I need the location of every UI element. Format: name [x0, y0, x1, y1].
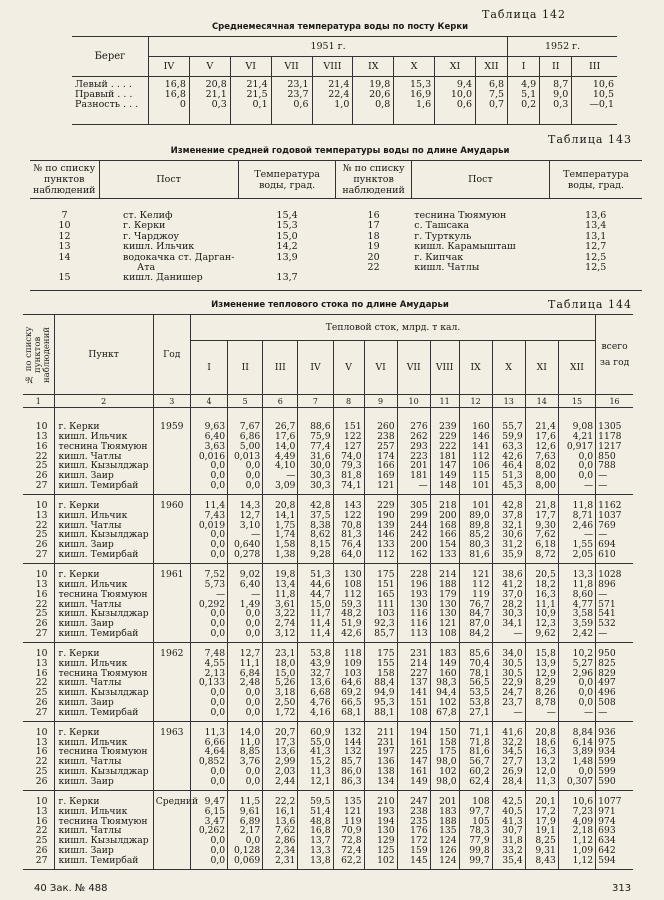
t143-right-num-col: [336, 199, 411, 291]
t143-temp-header-2: Температура воды, град.: [549, 161, 642, 199]
t144-cell: 38,6 41,2 37,0 28,2 30,3 34,1 —: [492, 563, 525, 642]
t143-temp: 13,6: [585, 210, 607, 221]
t144-cell: 10 13 22 25 26 27: [23, 494, 54, 563]
t143-left-num-col: [30, 199, 99, 291]
t144-cell: 20,5 18,2 16,3 11,1 10,9 12,3 9,62: [525, 563, 558, 642]
temperature-cell: [435, 77, 476, 125]
bank-names: [72, 77, 149, 125]
t144-cell: 42,8 37,8 32,1 30,6 31,2 35,9: [492, 494, 525, 563]
t143-temp-header: Температура воды, град.: [238, 161, 336, 199]
month-header: VI: [230, 57, 271, 77]
t143-temp: 13,4: [585, 220, 607, 232]
t144-cell: 7,48 4,55 2,13 0,133 0,0 0,0 0,0: [190, 642, 227, 721]
t144-cell: 10,6 7,23 4,09 2,18 1,12 1,09 1,12: [558, 790, 595, 869]
t144-cell: г. Керки кишл. Ильчик теснина Тюямуюн кишл. Чатлы кишл. Кызылджар кишл. Заир кишл. Темирбай: [54, 408, 153, 495]
t144-cell: 9,02 6,40 — 1,49 0,0 0,0 0,0: [228, 563, 263, 642]
t143-post: теснина Тюямуюн: [414, 210, 507, 221]
t144-month-header: III: [263, 341, 298, 395]
t144-cell: 88,6 75,9 77,4 31,6 30,0 30,3 30,3: [298, 408, 333, 495]
t144-cell: 276 262 293 223 201 181 —: [397, 408, 430, 495]
t144-cell: 194 161 225 147 161 149: [397, 721, 430, 790]
t144-cell: 1962: [153, 642, 190, 721]
t144-cell: 231 214 227 137 141 151 108: [397, 642, 430, 721]
t144-cell: 1963: [153, 721, 190, 790]
t143-num: 19: [367, 241, 380, 253]
t144-cell: г. Керки кишл. Ильчик теснина Тюямуюн кишл. Чатлы кишл. Кызылджар кишл. Заир кишл. Темирбай: [54, 563, 153, 642]
t144-month-header: X: [492, 341, 525, 395]
t143-post: водокачка ст. Дарган-: [123, 251, 235, 263]
t144-cell: 175 151 165 111 103 92,3 85,7: [364, 563, 397, 642]
temperature-value: 20,6: [369, 89, 391, 100]
temperature-value: 9,0: [553, 89, 569, 100]
t144-cell: 19,8 13,4 11,8 3,61 3,22 2,74 3,12: [263, 563, 298, 642]
t144-cell: 183 149 160 98,3 94,4 102 67,8: [430, 642, 459, 721]
t144-cell: 10 13 16 22 25 26 27: [23, 408, 54, 495]
t144-month-header: I: [190, 341, 227, 395]
t144-cell: 53,8 43,9 32,7 13,6 6,68 4,76 4,16: [298, 642, 333, 721]
t144-column-number: 10: [397, 395, 430, 408]
month-header: I: [508, 57, 540, 77]
month-header: X: [394, 57, 435, 77]
table-144-title: Изменение теплового стока по длине Амударьи: [211, 300, 449, 310]
month-header: XI: [435, 57, 476, 77]
table-143-title: Изменение средней годовой температуры воды по длине Амударьи: [170, 146, 510, 156]
t144-column-number: 16: [596, 395, 633, 408]
t144-cell: 143 122 70,8 81,3 76,4 64,0: [333, 494, 364, 563]
t144-cell: 34,0 30,5 30,5 22,9 24,7 23,7 —: [492, 642, 525, 721]
month-header: XII: [476, 57, 508, 77]
t143-num: 10: [58, 220, 71, 232]
table-142-caption: Таблица 142: [482, 8, 566, 21]
temperature-value: 0,1: [252, 99, 268, 110]
t144-year-group: [23, 642, 633, 721]
month-header: III: [572, 57, 617, 77]
temperature-cell: [353, 77, 394, 125]
t144-column-number: 3: [153, 395, 190, 408]
temperature-value: 0: [179, 99, 186, 110]
t144-cell: 1961: [153, 563, 190, 642]
month-header: VIII: [312, 57, 353, 77]
t144-cell: 121 112 119 76,7 84,7 87,0 84,2: [459, 563, 492, 642]
month-header: IX: [353, 57, 394, 77]
temperature-value: 7,5: [488, 89, 505, 100]
t144-cell: 14,0 11,0 8,85 3,76 0,0 0,0: [228, 721, 263, 790]
table-143: [30, 160, 642, 291]
temperature-value: 9,4: [456, 79, 472, 90]
t144-cell: 59,5 51,4 48,8 16,8 13,7 13,3 13,8: [298, 790, 333, 869]
temperature-value: 21,4: [328, 79, 350, 90]
table-144: [23, 314, 633, 870]
temperature-value: 16,8: [164, 79, 186, 90]
t143-num: 14: [58, 251, 71, 263]
t144-column-number: 6: [263, 395, 298, 408]
t144-month-header: VIII: [430, 341, 459, 395]
t143-left-post-col: [99, 199, 238, 291]
t144-cell: 228 196 193 130 116 116 113: [397, 563, 430, 642]
t144-month-header: VI: [364, 341, 397, 395]
t144-cell: 20,8 18,6 16,3 13,2 12,0 11,3: [525, 721, 558, 790]
temperature-value: 0,2: [521, 99, 537, 110]
bank-row-label: Левый . . . .: [75, 79, 132, 90]
t143-post: ст. Келиф: [123, 210, 173, 221]
t144-cell: 1959: [153, 408, 190, 495]
temperature-value: 0,6: [293, 99, 309, 110]
t144-column-number: 13: [492, 395, 525, 408]
t144-cell: 1305 1178 1217 850 788 — —: [596, 408, 633, 495]
t144-cell: 1077 971 974 693 634 642 594: [596, 790, 633, 869]
t143-temp: 12,5: [585, 262, 607, 274]
t143-num: 17: [367, 220, 380, 232]
temperature-value: 10,5: [592, 89, 614, 100]
t143-post: г. Чарджоу: [123, 230, 180, 242]
t144-cell: 1028 896 — 571 541 532 —: [596, 563, 633, 642]
temperature-value: 16,8: [164, 89, 186, 100]
t144-cell: 9,08 4,21 0,917 0,0 0,0 0,0 —: [558, 408, 595, 495]
temperature-value: 21,5: [246, 89, 268, 100]
t143-right-temp-col: [549, 199, 642, 291]
t144-cell: 7,67 6,86 5,00 0,013 0,0 0,0 0,0: [228, 408, 263, 495]
temperature-value: 1,0: [334, 99, 350, 110]
t144-year-group: [23, 563, 633, 642]
temperature-value: 8,7: [553, 79, 569, 90]
page-number: 313: [612, 883, 632, 894]
t144-cell: 247 238 235 176 172 159 145: [397, 790, 430, 869]
t144-cell: 108 97,7 105 78,3 77,9 99,8 99,7: [459, 790, 492, 869]
t144-point-header: Пункт: [54, 315, 153, 395]
temperature-cell: [394, 77, 435, 125]
t144-cell: 229 190 139 146 133 112: [364, 494, 397, 563]
t143-num: 16: [367, 210, 380, 221]
t144-cell: 8,84 6,14 3,89 1,48 0,0 0,307: [558, 721, 595, 790]
t144-cell: 950 825 829 497 496 508 —: [596, 642, 633, 721]
t143-post-header: Пост: [99, 161, 238, 199]
temperature-cell: [271, 77, 312, 125]
t144-cell: 1960: [153, 494, 190, 563]
t144-cell: 10 13 16 22 25 26 27: [23, 642, 54, 721]
t144-column-number: 2: [54, 395, 153, 408]
temperature-cell: [230, 77, 271, 125]
temperature-value: 21,4: [246, 79, 268, 90]
t144-cell: 10 13 16 22 25 26 27: [23, 563, 54, 642]
t143-post: г. Турткуль: [414, 230, 472, 242]
temperature-value: 20,8: [205, 79, 227, 90]
t143-num-header-2: № по списку пунктов наблюдений: [336, 161, 411, 199]
t144-total-header: всего за год: [596, 315, 633, 395]
temperature-value: 0,7: [488, 99, 505, 110]
month-header: IV: [149, 57, 190, 77]
temperature-value: 15,3: [409, 79, 432, 90]
temperature-value: 6,8: [488, 79, 505, 90]
year-1951-header: 1951 г.: [149, 37, 508, 57]
t144-year-header: Год: [153, 315, 190, 395]
t143-post-header-2: Пост: [411, 161, 549, 199]
t144-cell: г. Керки кишл. Ильчик теснина Тюямуюн кишл. Чатлы кишл. Кызылджар кишл. Заир: [54, 721, 153, 790]
t143-post: кишл. Данишер: [123, 272, 203, 284]
temperature-cell: [476, 77, 508, 125]
t144-cell: 15,8 13,9 12,9 8,29 8,26 8,78 —: [525, 642, 558, 721]
t144-column-number: 5: [228, 395, 263, 408]
temperature-value: 22,4: [328, 89, 350, 100]
temperature-cell: [312, 77, 353, 125]
t143-temp: 15,0: [276, 230, 298, 242]
t143-temp: 14,2: [276, 241, 298, 253]
t144-month-header: XII: [558, 341, 595, 395]
t143-temp: 15,4: [276, 210, 298, 221]
t144-cell: 11,8 8,71 2,46 — 1,55 2,05: [558, 494, 595, 563]
t144-cell: г. Керки кишл. Ильчик теснина Тюямуюн кишл. Чатлы кишл. Кызылджар кишл. Заир кишл. Темирбай: [54, 790, 153, 869]
temperature-cell: [572, 77, 617, 125]
t144-cell: 260 238 257 174 166 169 121: [364, 408, 397, 495]
temperature-value: 0,3: [553, 99, 569, 110]
temperature-cell: [508, 77, 540, 125]
footer-order-number: 40 Зак. № 488: [34, 883, 108, 894]
t144-cell: 10 13 16 22 25 26: [23, 721, 54, 790]
t143-post: Ата: [137, 262, 156, 274]
t144-cell: 10,2 5,27 2,96 0,0 0,0 0,0 —: [558, 642, 595, 721]
t144-cell: 12,7 11,1 6,84 2,48 0,0 0,0 0,0: [228, 642, 263, 721]
table-142-title: Среднемесячная температура воды по посту Керки: [211, 22, 469, 32]
t144-cell: 11,4 7,43 0,019 0,0 0,0 0,0: [190, 494, 227, 563]
t144-cell: 26,7 17,6 14,0 4,49 4,10 — 3,09: [263, 408, 298, 495]
t144-cell: 210 193 194 130 129 125 102: [364, 790, 397, 869]
t144-cell: 214 188 179 130 130 121 108: [430, 563, 459, 642]
t144-column-number: 7: [298, 395, 333, 408]
t144-year-group: [23, 408, 633, 495]
t144-cell: 7,52 5,73 — 0,292 0,0 0,0 0,0: [190, 563, 227, 642]
t144-cell: 936 975 934 599 599 590: [596, 721, 633, 790]
bank-row-label: Разность . . .: [75, 99, 139, 110]
month-header: II: [540, 57, 572, 77]
t144-cell: 118 109 103 64,6 69,2 66,5 68,1: [333, 642, 364, 721]
t143-num-header: № по списку пунктов наблюдений: [30, 161, 99, 199]
t144-cell: 151 122 127 74,0 79,3 81,8 74,1: [333, 408, 364, 495]
temperature-cell: [189, 77, 230, 125]
t144-year-group: [23, 721, 633, 790]
t144-cell: 218 200 168 166 154 133: [430, 494, 459, 563]
temperature-cell: [149, 77, 190, 125]
t144-column-number: 1: [23, 395, 54, 408]
t143-post: кишл. Карамышташ: [414, 241, 516, 253]
temperature-value: —0,1: [589, 99, 614, 110]
t144-cell: 150 158 175 98,0 102 98,0: [430, 721, 459, 790]
t144-month-header: IX: [459, 341, 492, 395]
t144-column-number: 14: [525, 395, 558, 408]
t144-cell: 201 183 188 135 124 126 124: [430, 790, 459, 869]
t144-cell: 11,5 9,61 6,89 2,17 0,0 0,128 0,069: [228, 790, 263, 869]
t144-column-number: 15: [558, 395, 595, 408]
table-143-caption: Таблица 143: [548, 133, 632, 146]
t144-month-header: IV: [298, 341, 333, 395]
t144-year-group: [23, 494, 633, 563]
year-1952-header: 1952 г.: [508, 37, 617, 57]
t143-post: г. Кипчак: [414, 251, 464, 263]
t143-num: 13: [58, 241, 71, 253]
t143-right-post-col: [411, 199, 549, 291]
t144-cell: 9,63 6,40 3,63 0,016 0,0 0,0 0,0: [190, 408, 227, 495]
t144-cell: 211 231 197 136 138 134: [364, 721, 397, 790]
temperature-value: 10,6: [592, 79, 614, 90]
table-142: [72, 36, 617, 125]
t144-cell: 135 121 119 70,9 72,8 72,4 62,2: [333, 790, 364, 869]
t144-month-header: V: [333, 341, 364, 395]
t143-num: 15: [58, 272, 71, 284]
t144-column-number: 12: [459, 395, 492, 408]
bank-row-label: Правый . . .: [75, 89, 133, 100]
t144-cell: 85,6 70,4 78,1 56,5 53,5 53,8 27,1: [459, 642, 492, 721]
t144-num-header: № по списку пунктов наблюдений: [23, 315, 54, 395]
t144-cell: 9,47 6,15 3,47 0,262 0,0 0,0 0,0: [190, 790, 227, 869]
temperature-value: 4,9: [521, 79, 537, 90]
temperature-value: 21,1: [205, 89, 227, 100]
temperature-value: 0,8: [375, 99, 391, 110]
t144-cell: г. Керки кишл. Ильчик теснина Тюямуюн кишл. Чатлы кишл. Кызылджар кишл. Заир кишл. Темирбай: [54, 642, 153, 721]
month-header: VII: [271, 57, 312, 77]
t143-temp: 12,5: [585, 251, 607, 263]
t144-cell: 60,9 55,0 41,3 15,2 11,3 12,1: [298, 721, 333, 790]
t144-month-header: VII: [397, 341, 430, 395]
temperature-value: 5,1: [521, 89, 537, 100]
t143-num: 12: [58, 230, 71, 242]
t144-cell: 20,1 17,2 17,9 19,1 8,25 9,31 8,43: [525, 790, 558, 869]
t144-cell: 101 89,0 89,8 85,2 80,3 81,6: [459, 494, 492, 563]
t143-left-temp-col: [238, 199, 336, 291]
t144-cell: Средний: [153, 790, 190, 869]
t144-cell: 239 229 222 181 147 149 148: [430, 408, 459, 495]
temperature-value: 10,0: [450, 89, 472, 100]
t143-temp: 13,1: [585, 230, 607, 242]
bank-header: Берег: [72, 37, 149, 77]
t143-temp: 12,7: [585, 241, 607, 253]
temperature-value: 16,9: [409, 89, 432, 100]
t144-cell: 130 108 112 59,3 48,2 51,9 42,6: [333, 563, 364, 642]
temperature-value: 23,1: [287, 79, 309, 90]
t143-post: с. Ташсака: [414, 220, 470, 232]
temperature-value: 0,6: [456, 99, 472, 110]
t143-num: 22: [367, 262, 380, 274]
t144-column-number: 11: [430, 395, 459, 408]
t144-cell: г. Керки кишл. Ильчик кишл. Чатлы кишл. Кызылджар кишл. Заир кишл. Темирбай: [54, 494, 153, 563]
t144-cell: 42,5 40,5 41,3 30,7 31,8 33,2 35,4: [492, 790, 525, 869]
t143-post: г. Керки: [123, 220, 166, 232]
t144-cell: 22,2 16,1 13,6 7,62 2,86 2,34 2,31: [263, 790, 298, 869]
t144-cell: 13,3 11,8 8,60 4,77 3,58 3,59 2,42: [558, 563, 595, 642]
t143-num: 7: [61, 210, 68, 221]
t143-post: кишл. Ильчик: [123, 241, 195, 253]
t144-cell: 20,7 17,3 13,6 2,99 2,03 2,44: [263, 721, 298, 790]
temperature-value: 0,3: [211, 99, 227, 110]
t144-cell: 175 155 158 88,4 94,9 95,3 88,1: [364, 642, 397, 721]
t144-cell: 11,3 6,66 4,64 0,852 0,0 0,0: [190, 721, 227, 790]
t144-cell: 21,4 17,6 12,6 7,63 8,02 8,00 8,00: [525, 408, 558, 495]
t144-cell: 14,3 12,7 3,10 — 0,640 0,278: [228, 494, 263, 563]
t144-cell: 23,1 18,0 15,0 5,26 3,18 2,50 1,72: [263, 642, 298, 721]
t144-flow-header: Тепловой сток, млрд. т кал.: [190, 315, 595, 341]
t143-post: кишл. Чатлы: [414, 262, 480, 274]
t144-cell: 160 146 141 112 106 115 101: [459, 408, 492, 495]
t144-cell: 20,8 14,1 1,75 1,74 1,58 1,38: [263, 494, 298, 563]
temperature-value: 1,6: [416, 99, 432, 110]
t143-temp: 13,7: [276, 272, 298, 284]
temperature-cell: [540, 77, 572, 125]
t144-year-group: [23, 790, 633, 869]
t144-column-number: 9: [364, 395, 397, 408]
t144-cell: 41,6 32,2 34,5 27,7 26,9 28,4: [492, 721, 525, 790]
t144-cell: 1162 1037 769 — 694 610: [596, 494, 633, 563]
t144-cell: 10 13 16 22 25 26 27: [23, 790, 54, 869]
t144-column-number: 4: [190, 395, 227, 408]
t144-cell: 132 144 132 85,7 86,0 86,3: [333, 721, 364, 790]
t143-temp: 13,9: [276, 251, 298, 263]
temperature-value: 23,7: [287, 89, 309, 100]
t143-temp: 15,3: [276, 220, 298, 232]
t144-cell: 305 299 244 242 200 162: [397, 494, 430, 563]
t144-cell: 51,3 44,6 44,7 15,0 11,7 11,4 11,4: [298, 563, 333, 642]
t144-month-header: II: [228, 341, 263, 395]
t144-cell: 42,8 37,5 8,38 8,62 8,15 9,28: [298, 494, 333, 563]
t144-cell: 71,1 71,8 81,6 56,7 60,2 62,4: [459, 721, 492, 790]
temperature-value: 19,8: [369, 79, 391, 90]
t144-cell: 55,7 59,9 63,3 42,6 46,4 51,3 45,3: [492, 408, 525, 495]
month-header: V: [189, 57, 230, 77]
t144-cell: 21,8 17,7 9,30 7,62 6,18 8,72: [525, 494, 558, 563]
t144-column-number: 8: [333, 395, 364, 408]
t143-num: 18: [367, 230, 380, 242]
t144-month-header: XI: [525, 341, 558, 395]
table-144-caption: Таблица 144: [548, 298, 632, 311]
t143-num: 20: [367, 251, 380, 263]
